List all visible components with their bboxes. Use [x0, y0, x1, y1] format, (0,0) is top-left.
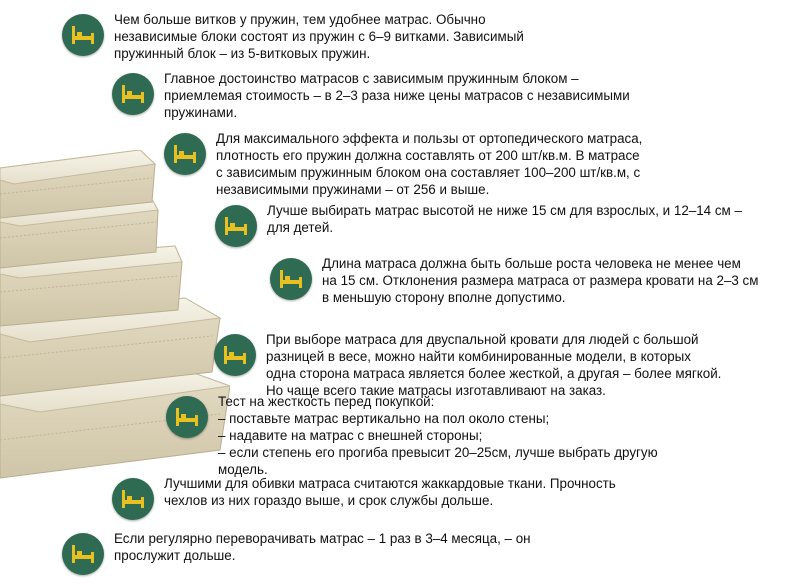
- tip-text: Главное достоинство матрасов с зависимым пружинным блоком – приемлемая стоимость – в 2–3 раза ниже цены матрасов с независимыми пружинами.: [164, 71, 630, 120]
- bed-icon: [112, 478, 154, 520]
- bed-icon: [214, 334, 256, 376]
- tip-8: [112, 478, 616, 520]
- tip-text: При выборе матраса для двуспальной кровати для людей с большой разницей в весе, можно найти комбинированные модели, в которых одна сторона матраса является более жесткой, а другая – более мягкой. Но чаще всего такие матрасы изготавливают на заказ.: [266, 332, 722, 398]
- bed-icon: [62, 14, 104, 56]
- tip-6: [214, 334, 721, 399]
- tip-text: Тест на жесткость перед покупкой: – поставьте матрас вертикально на пол около стены; – надавите на матрас с внешней стороны; – если степень его прогиба превысит 20–25см, лучше выбрать другую модель.: [218, 394, 658, 477]
- tip-7: [166, 396, 658, 478]
- tip-text: Чем больше витков у пружин, тем удобнее матрас. Обычно независимые блоки состоят из пружин с 6–9 витками. Зависимый пружинный блок – из 5-витковых пружин.: [114, 12, 524, 61]
- bed-icon: [62, 533, 104, 575]
- bed-icon: [166, 396, 208, 438]
- tip-4: [215, 205, 742, 247]
- bed-icon: [215, 205, 257, 247]
- tip-text: Для максимального эффекта и пользы от ортопедического матраса, плотность его пружин должна составлять от 200 шт/кв.м. В матрасе с зависимым пружинным блоком она составляет 100–200 шт/кв.м, с независимыми пружинами – от 256 и выше.: [216, 131, 643, 197]
- tip-1: [62, 14, 524, 62]
- tip-2: [112, 73, 630, 121]
- tip-5: [270, 258, 758, 306]
- bed-icon: [164, 133, 206, 175]
- bed-icon: [112, 73, 154, 115]
- tip-text: Лучше выбирать матрас высотой не ниже 15 см для взрослых, и 12–14 см – для детей.: [267, 203, 742, 235]
- tip-9: [62, 533, 531, 575]
- bed-icon: [270, 258, 312, 300]
- tip-3: [164, 133, 642, 198]
- tip-text: Если регулярно переворачивать матрас – 1 раз в 3–4 месяца, – он прослужит дольше.: [114, 531, 531, 563]
- tip-text: Лучшими для обивки матраса считаются жаккардовые ткани. Прочность чехлов из них гораздо выше, и срок службы дольше.: [164, 476, 616, 508]
- tip-text: Длина матраса должна быть больше роста человека не менее чем на 15 см. Отклонения размера матраса от размера кровати на 2–3 см в меньшую сторону вполне допустимо.: [322, 256, 759, 305]
